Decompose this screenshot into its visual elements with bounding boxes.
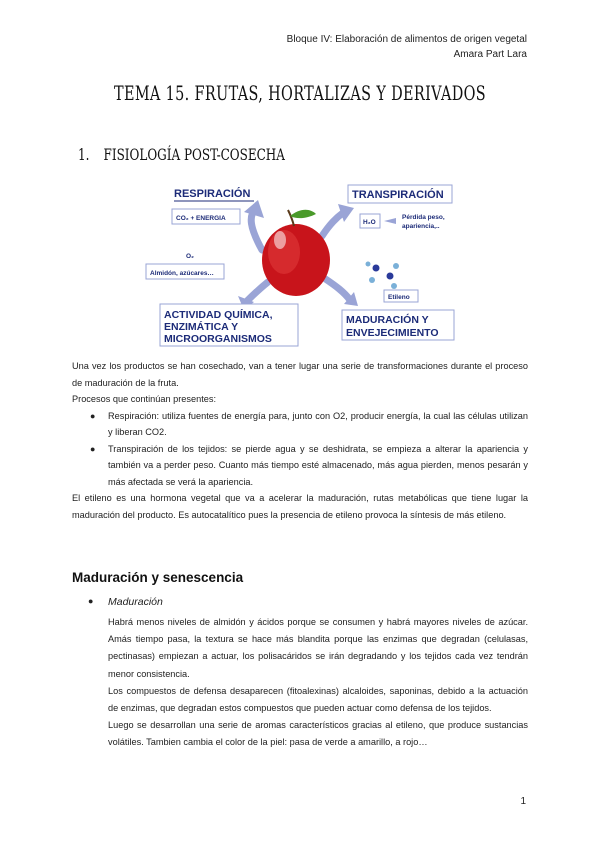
bullet-transpiration: Transpiración de los tejidos: se pierde agua y se deshidrata, se empieza a alterar la apariencia y también va a perder peso. Cuanto más tiempo esté almacenado, más agua pierden, menos pesarán y más afectada se verá la apariencia. [108,443,528,487]
page-number: 1 [520,796,526,807]
o2-label: O₂ [186,253,194,260]
ethylene-label: Etileno [388,294,410,301]
subsection-heading: Maduración y senescencia [72,570,244,585]
process-list [72,408,528,491]
intro-paragraph-3: El etileno es una hormona vegetal que va a acelerar la maduración, rutas metabólicas que tiene lugar la maduración del producto. Es autocatalítico pues la presencia de etileno provoca la síntesis de más etileno. [72,493,528,520]
maturation-line2: ENVEJECIMIENTO [346,327,439,339]
section-title: FISIOLOGÍA POST-COSECHA [103,145,285,164]
starch-label: Almidón, azúcares… [150,270,214,277]
arrow-to-transpiration [322,212,344,236]
transpiration-label: TRANSPIRACIÓN [352,189,444,201]
section-heading [78,145,285,164]
activity-line3: MICROORGANISMOS [164,333,272,345]
intro-paragraph-2: Procesos que continúan presentes: [72,394,217,404]
intro-paragraph-1: Una vez los productos se han cosechado, van a tener lugar una serie de transformaciones durante el proceso de maduración de la fruta. [72,361,528,388]
activity-box [160,304,298,346]
arrow-to-activity [246,282,268,302]
intro-text [72,358,528,523]
maturation-line1: MADURACIÓN Y [346,314,429,326]
list-item: ● Respiración: utiliza fuentes de energía para, junto con O2, producir energía, la cual las células utilizan y liberan CO2. [90,410,528,437]
subheading-label: Maduración [108,596,163,608]
apple-image [262,210,330,296]
respiration-box [146,187,254,279]
section-number: 1. [78,145,90,164]
maturation-paragraph-2: Los compuestos de defensa desaparecen (fitoalexinas) alcaloides, saponinas, debido a la actuación de enzimas, que degradan estos compuestos que pueden actuar como defensa de los tejidos. [108,685,528,714]
activity-line2: ENZIMÁTICA Y [164,321,239,333]
bullet-respiration: Respiración: utiliza fuentes de energía para, junto con O2, producir energía, la cual las células utilizan y liberan CO2. [108,410,528,437]
h2o-label: H₂O [363,219,376,226]
respiration-label: RESPIRACIÓN [174,188,251,200]
maturation-text [108,614,528,752]
activity-line1: ACTIVIDAD QUÍMICA, [164,309,273,321]
header-author: Amara Part Lara [453,49,527,60]
page-header [287,32,527,62]
maturation-paragraph-1: Habrá menos niveles de almidón y ácidos porque se consumen y habrá mayores niveles de azúcar. Amás tiempo pasa, la textura se hace más blandita porque las enzimas que degradan (celulasas, pectinasas) empiezan a actuar, los polisacáridos se irán degradando y los tejidos cada vez tendrán menor consistencia. [108,617,528,679]
maturation-paragraph-3: Luego se desarrollan una serie de aromas característicos gracias al etileno, que produce sustancias volátiles. Tambien cambia el color de la piel: pasa de verde a amarillo, a rojo… [108,720,528,748]
page-title: TEMA 15. FRUTAS, HORTALIZAS Y DERIVADOS [113,81,487,105]
subheading-maduracion: ● Maduración [88,596,163,608]
co2-energy-label: CO₂ + ENERGIA [176,215,226,222]
list-item: ● Transpiración de los tejidos: se pierde agua y se deshidrata, se empieza a alterar la apariencia y también va a perder peso. Cuanto más tiempo esté almacenado, más agua pierden, menos pesarán y más afectada se verá la apariencia. [90,443,528,487]
transpiration-box [348,185,452,230]
appearance-label: apariencia,.. [402,223,440,230]
weight-loss-label: Pérdida peso, [402,214,445,221]
arrow-to-maturation [324,278,350,300]
maturation-box [342,262,454,341]
header-subject: Bloque IV: Elaboración de alimentos de origen vegetal [286,34,527,45]
postharvest-diagram [140,178,460,350]
